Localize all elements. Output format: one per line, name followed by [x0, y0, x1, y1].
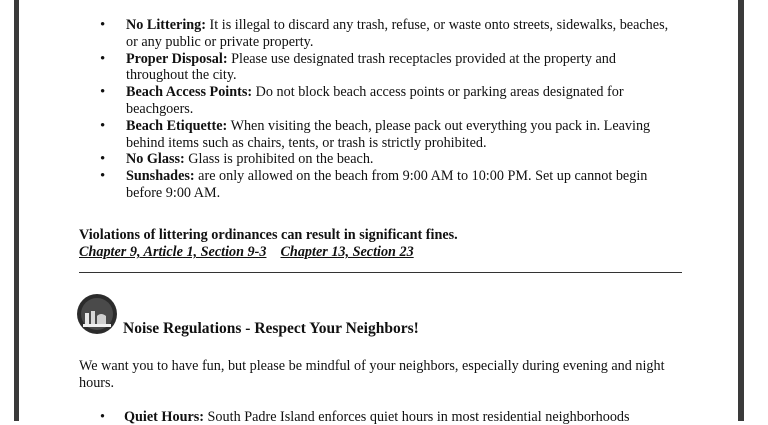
noise-regulations-icon: [77, 294, 117, 334]
quiet-hours-term: Quiet Hours:: [124, 409, 204, 425]
rule-text: When visiting the beach, please pack out everything you pack in. Leaving behind items such as chairs, tents, or trash is strictly prohibited.: [126, 117, 651, 151]
quiet-hours-text: South Padre Island enforces quiet hours in most residential neighborhoods: [204, 409, 630, 425]
bullet-icon: •: [100, 409, 105, 425]
rule-text: Do not block beach access points or parking areas designated for beachgoers.: [126, 84, 624, 117]
citation-link[interactable]: Chapter 9, Article 1, Section 9-3: [79, 244, 267, 260]
rule-text: It is illegal to discard any trash, refuse, or waste onto streets, sidewalks, beaches, or any public or private property.: [126, 17, 669, 50]
rule-text: Glass is prohibited on the beach.: [184, 151, 374, 168]
rule-term: Proper Disposal:: [126, 50, 228, 67]
violations-section: [79, 227, 458, 261]
rule-item: [100, 118, 680, 152]
noise-intro-text: We want you to have fun, but please be mindful of your neighbors, especially during evening and night hours.: [79, 358, 665, 391]
rule-term: No Littering:: [126, 17, 206, 33]
rule-term: No Glass:: [126, 151, 185, 168]
rule-item: [100, 51, 680, 85]
rule-item: [100, 168, 680, 202]
rule-text: are only allowed on the beach from 9:00 AM to 10:00 PM. Set up cannot begin before 9:00 AM.: [126, 168, 648, 201]
bullet-icon: •: [100, 151, 106, 168]
violations-text: Violations of littering ordinances can result in significant fines.: [79, 227, 458, 243]
rule-term: Beach Access Points:: [126, 84, 253, 101]
rule-item: [100, 151, 680, 168]
noise-section-title: Noise Regulations - Respect Your Neighbors!: [123, 320, 419, 337]
bullet-icon: •: [100, 84, 106, 101]
quiet-hours-item: [100, 409, 700, 425]
section-divider: [79, 272, 682, 273]
rule-term: Sunshades:: [126, 168, 195, 185]
bullet-icon: •: [100, 17, 106, 33]
bullet-icon: •: [100, 50, 106, 67]
citation-link[interactable]: Chapter 13, Section 23: [280, 244, 414, 260]
rule-text: Please use designated trash receptacles provided at the property and throughout the city.: [126, 50, 616, 84]
beach-rules-list: [100, 17, 680, 202]
rule-term: Beach Etiquette:: [126, 117, 228, 134]
bullet-icon: •: [100, 117, 106, 134]
bullet-icon: •: [100, 168, 106, 185]
rule-item: [100, 84, 680, 118]
citations-row: [79, 244, 458, 261]
rule-item: [100, 17, 680, 51]
